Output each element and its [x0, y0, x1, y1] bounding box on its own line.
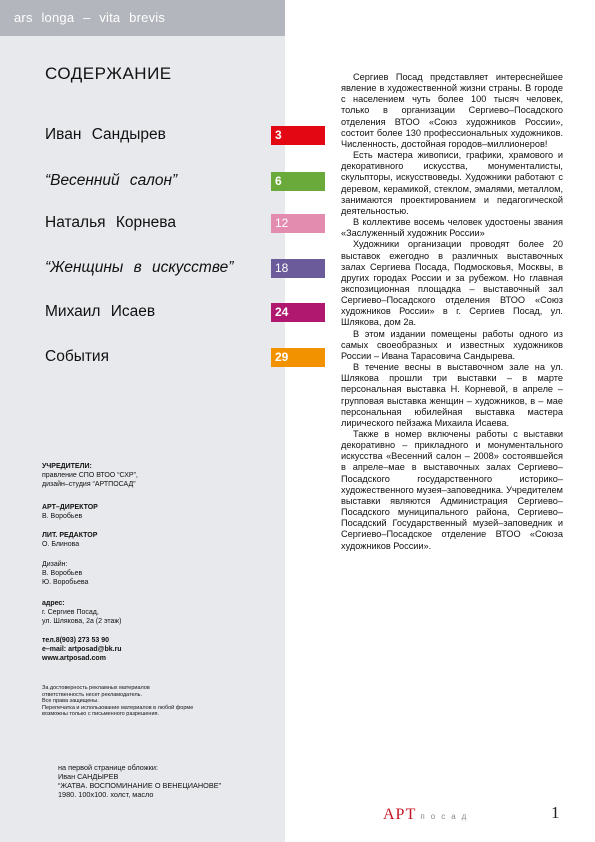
contacts-block [42, 636, 122, 663]
intro-article [341, 72, 563, 552]
design-name: Ю. Воробьева [42, 579, 89, 586]
cover-note-line: Иван САНДЫРЕВ [58, 772, 119, 781]
toc-item-isaev[interactable]: Михаил Исаев [45, 303, 156, 320]
article-paragraph: В коллективе восемь человек удостоены звания «Заслуженный художник России» [341, 217, 563, 239]
cover-note [58, 763, 221, 799]
motto-bar [0, 0, 285, 36]
lit-editor-name: О. Блинова [42, 541, 80, 548]
cover-note-line: “ЖАТВА. ВОСПОМИНАНИЕ О ВЕНЕЦИАНОВЕ” [58, 781, 222, 790]
artposad-logo [383, 806, 472, 824]
toc-item-events[interactable]: События [45, 348, 109, 365]
founders-line: правление СПО ВТОО “СХР”, [42, 472, 138, 479]
toc-page-events[interactable]: 29 [271, 348, 325, 367]
motto: ars longa – vita brevis [14, 10, 166, 25]
cover-note-line: 1980. 100х100. холст, масло [58, 790, 154, 799]
design-name: В. Воробьев [42, 570, 83, 577]
art-director-block [42, 503, 98, 521]
address-line: ул. Шлякова, 2а (2 этаж) [42, 618, 122, 625]
logo-main: АРТ [383, 806, 417, 823]
page-number: 1 [551, 803, 560, 822]
founders-line: дизайн–студия “АРТПОСАД” [42, 481, 136, 488]
lit-editor-block [42, 531, 97, 549]
phone: тел.8(903) 273 53 90 [42, 637, 110, 644]
toc-page-spring-salon[interactable]: 6 [271, 172, 325, 191]
article-paragraph: В течение весны в выставочном зале на ул. Шлякова прошли три выставки – в марте персональная выставка Н. Корневой, в апреле – групповая выставка женщин – художников, в – мае персональная юбилейная выставка мастера лирического пейзажа Михаила Исаева. [341, 362, 563, 428]
toc-page-isaev[interactable]: 24 [271, 303, 325, 322]
lit-editor-label: ЛИТ. РЕДАКТОР [42, 532, 98, 539]
website-link[interactable]: www.artposad.com [42, 655, 106, 662]
article-paragraph: Сергиев Посад представляет интереснейшее явление в художественной жизни страны. В городе с населением чуть более 100 тысяч человек, только в организации Сергиево–Посадского отделения ВТОО «Союз художников России», состоит более 130 профессиональных художников. Численность, достойная городов–миллионеров! [341, 72, 563, 149]
toc-title: СОДЕРЖАНИЕ [45, 64, 172, 83]
disclaimer-line: возможны только с письменного разрешения. [42, 711, 160, 717]
email-link[interactable]: e–mail: artposad@bk.ru [42, 646, 122, 653]
disclaimer-line: За достоверность рекламных материалов [42, 685, 150, 691]
art-director-label: АРТ–ДИРЕКТОР [42, 504, 98, 511]
article-paragraph: В этом издании помещены работы одного из самых своеобразных и известных художников России – Ивана Тарасовича Сандырева. [341, 328, 563, 361]
article-paragraph: Также в номер включены работы с выставки декоративно – прикладного и монументального искусства «Весенний салон – 2008» состоявшейся в апреле–мае в выставочных залах Сергиево–Посадского государственного историко–художественного музея–заповедника. Учредителем выставки являются Администрация Сергиево–Посадского муниципального района, Сергиево–Посадский Государственный музей–заповедник и Сергиево–Посадское отделение ВТОО «Союза художников России». [341, 429, 563, 551]
design-block [42, 560, 88, 587]
toc-item-korneva[interactable]: Наталья Корнева [45, 214, 176, 231]
disclaimer-line: Перепечатка и использование материалов в любой форме [42, 704, 194, 711]
toc-page-sandyrev[interactable]: 3 [271, 126, 325, 145]
toc-page-korneva[interactable]: 12 [271, 214, 325, 233]
design-label: Дизайн: [42, 561, 68, 568]
address-block [42, 599, 121, 626]
art-director-name: В. Воробьев [42, 513, 83, 520]
logo-sub: посад [420, 812, 473, 821]
address-label: адрес: [42, 600, 65, 607]
disclaimer-line: Все права защищены. [42, 698, 99, 704]
toc-item-sandyrev[interactable]: Иван Сандырев [45, 126, 166, 143]
disclaimer [42, 685, 193, 718]
address-line: г. Сергиев Посад, [42, 609, 99, 616]
founders-block [42, 462, 138, 489]
founders-label: УЧРЕДИТЕЛИ: [42, 463, 92, 470]
article-paragraph: Есть мастера живописи, графики, храмового и декоративного искусства, монументалисты, скульпторы, искусствоведы. Художники работают с деревом, керамикой, стеклом, эмалями, металлом, занимаются проектированием и педагогической деятельностью. [341, 150, 563, 216]
article-paragraph: Художники организации проводят более 20 выставок ежегодно в различных выставочных залах Сергиева Посада, Подмосковья, Москвы, в других городах России и за рубежом. Но главная экспозиционная площадка – выставочный зал Сергиево–Посадского отделения ВТОО «Союз художников России» в г. Сергиев Посад, ул. Шлякова, дом 2а. [341, 239, 563, 328]
disclaimer-line: ответственность несет рекламодатель. [42, 691, 143, 698]
toc-page-women-in-art[interactable]: 18 [271, 259, 325, 278]
toc-item-women-in-art[interactable]: “Женщины в искусстве” [45, 259, 234, 276]
toc-item-spring-salon[interactable]: “Весенний салон” [45, 172, 178, 189]
cover-note-line: на первой странице обложки: [58, 763, 158, 772]
